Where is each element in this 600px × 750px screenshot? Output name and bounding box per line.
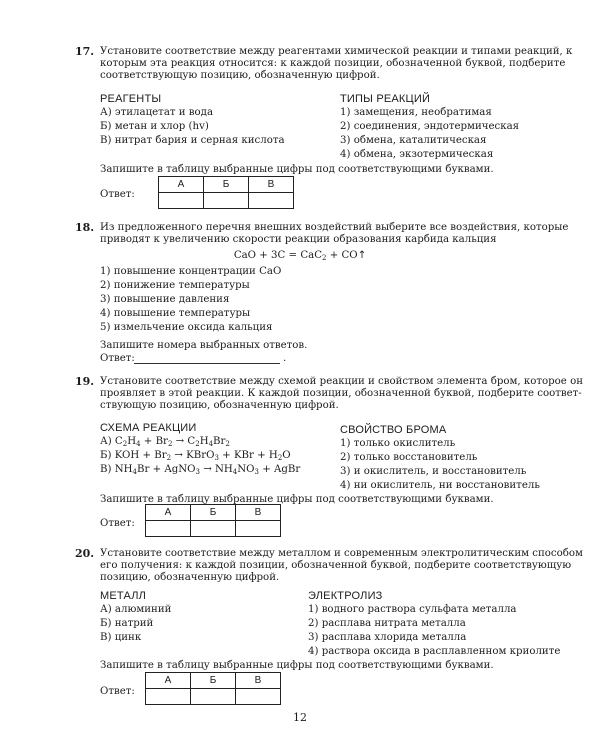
answer-table bbox=[145, 672, 281, 705]
right-option: 1) только окислитель bbox=[340, 438, 456, 449]
answer-cell[interactable] bbox=[191, 521, 236, 537]
right-option: 2) соединения, эндотермическая bbox=[340, 121, 520, 132]
left-option: В) цинк bbox=[100, 632, 142, 643]
answer-cell[interactable] bbox=[191, 689, 236, 705]
answer-label: Ответ: bbox=[100, 189, 135, 200]
right-option: 2) только восстановитель bbox=[340, 452, 478, 463]
right-option: 1) водного раствора сульфата металла bbox=[308, 604, 517, 615]
instruction: Запишите в таблицу выбранные цифры под соответствующими буквами. bbox=[100, 660, 494, 671]
instruction: Запишите в таблицу выбранные цифры под соответствующими буквами. bbox=[100, 494, 494, 505]
answer-cell[interactable] bbox=[236, 521, 281, 537]
right-option: 3) обмена, каталитическая bbox=[340, 135, 487, 146]
answer-table-header: В bbox=[236, 505, 281, 521]
option-item: 4) повышение температуры bbox=[100, 308, 251, 319]
answer-table-header: Б bbox=[191, 505, 236, 521]
right-option: 4) ни окислитель, ни восстановитель bbox=[340, 480, 540, 491]
right-option: 3) расплава хлорида металла bbox=[308, 632, 467, 643]
answer-table-header: А bbox=[146, 505, 191, 521]
right-option: 4) раствора оксида в расплавленном криолите bbox=[308, 646, 561, 657]
left-option: Б) KOH + $Br_2$ → KBrO$_3$ + KBr + $H_2O$ bbox=[100, 450, 291, 462]
right-option: 3) и окислитель, и восстановитель bbox=[340, 466, 527, 477]
question-text: Установите соответствие между реагентами химической реакции и типами реакций, к которым эта реакция относится: к каждой позиции, обозначенной буквой, подберите соответствующую позицию, обозначенную цифрой. bbox=[100, 46, 573, 82]
answer-label: Ответ: bbox=[100, 686, 135, 697]
question-text: Установите соответствие между металлом и современным электролитическим способом его получения: к каждой позиции, обозначенной буквой, подберите соответствующую позицию, обозначенную цифрой. bbox=[100, 548, 583, 584]
answer-cell[interactable] bbox=[146, 521, 191, 537]
answer-table-header: Б bbox=[204, 177, 249, 193]
question-number: 18. bbox=[75, 221, 95, 234]
answer-label: Ответ: bbox=[100, 518, 135, 529]
left-option: А) $C_2H_4 + Br_2 \to C_2H_4Br_2$ bbox=[100, 436, 230, 448]
right-column-header: ЭЛЕКТРОЛИЗ bbox=[308, 590, 383, 602]
answer-end: . bbox=[283, 353, 287, 364]
answer-cell[interactable] bbox=[146, 689, 191, 705]
left-option: В) нитрат бария и серная кислота bbox=[100, 135, 285, 146]
option-item: 3) повышение давления bbox=[100, 294, 230, 305]
answer-table-header: В bbox=[249, 177, 294, 193]
right-option: 2) расплава нитрата металла bbox=[308, 618, 466, 629]
option-item: 2) понижение температуры bbox=[100, 280, 250, 291]
question-number: 19. bbox=[75, 375, 95, 388]
left-option: В) $NH_4Br$ + AgNO$_3$ → $NH_4NO_3$ + AgBr bbox=[100, 464, 301, 476]
instruction: Запишите номера выбранных ответов. bbox=[100, 340, 308, 351]
answer-cell[interactable] bbox=[159, 193, 204, 209]
right-column-header: ТИПЫ РЕАКЦИЙ bbox=[340, 93, 431, 105]
question-number: 17. bbox=[75, 45, 95, 58]
answer-table-header: В bbox=[236, 673, 281, 689]
option-item: 5) измельчение оксида кальция bbox=[100, 322, 273, 333]
reaction-equation: CaO + 3C = CaC$_2$ + CO↑ bbox=[233, 250, 367, 262]
left-column-header: РЕАГЕНТЫ bbox=[100, 93, 162, 105]
answer-table bbox=[158, 176, 294, 209]
page-number: 12 bbox=[293, 711, 307, 724]
question-number: 20. bbox=[75, 547, 95, 560]
right-option: 4) обмена, экзотермическая bbox=[340, 149, 494, 160]
answer-line[interactable] bbox=[134, 363, 280, 364]
answer-cell[interactable] bbox=[204, 193, 249, 209]
right-column-header: СВОЙСТВО БРОМА bbox=[340, 424, 447, 436]
answer-cell[interactable] bbox=[249, 193, 294, 209]
answer-table bbox=[145, 504, 281, 537]
right-option: 1) замещения, необратимая bbox=[340, 107, 492, 118]
answer-label: Ответ: bbox=[100, 353, 135, 364]
answer-table-header: А bbox=[159, 177, 204, 193]
left-column-header: СХЕМА РЕАКЦИИ bbox=[100, 422, 197, 434]
instruction: Запишите в таблицу выбранные цифры под соответствующими буквами. bbox=[100, 164, 494, 175]
left-option: Б) метан и хлор (hv) bbox=[100, 121, 209, 132]
left-option: А) этилацетат и вода bbox=[100, 107, 214, 118]
answer-cell[interactable] bbox=[236, 689, 281, 705]
question-text: Установите соответствие между схемой реакции и свойством элемента бром, которое он проявляет в этой реакции. К каждой позиции, обозначенной буквой, подберите соответ- ствующую позицию, обозначенную цифрой. bbox=[100, 376, 583, 412]
left-column-header: МЕТАЛЛ bbox=[100, 590, 147, 602]
left-option: Б) натрий bbox=[100, 618, 154, 629]
option-item: 1) повышение концентрации CaO bbox=[100, 266, 282, 277]
left-option: А) алюминий bbox=[100, 604, 172, 615]
answer-table-header: Б bbox=[191, 673, 236, 689]
question-text: Из предложенного перечня внешних воздействий выберите все воздействия, которые приводят к увеличению скорости реакции образования карбида кальция bbox=[100, 222, 569, 246]
answer-table-header: А bbox=[146, 673, 191, 689]
